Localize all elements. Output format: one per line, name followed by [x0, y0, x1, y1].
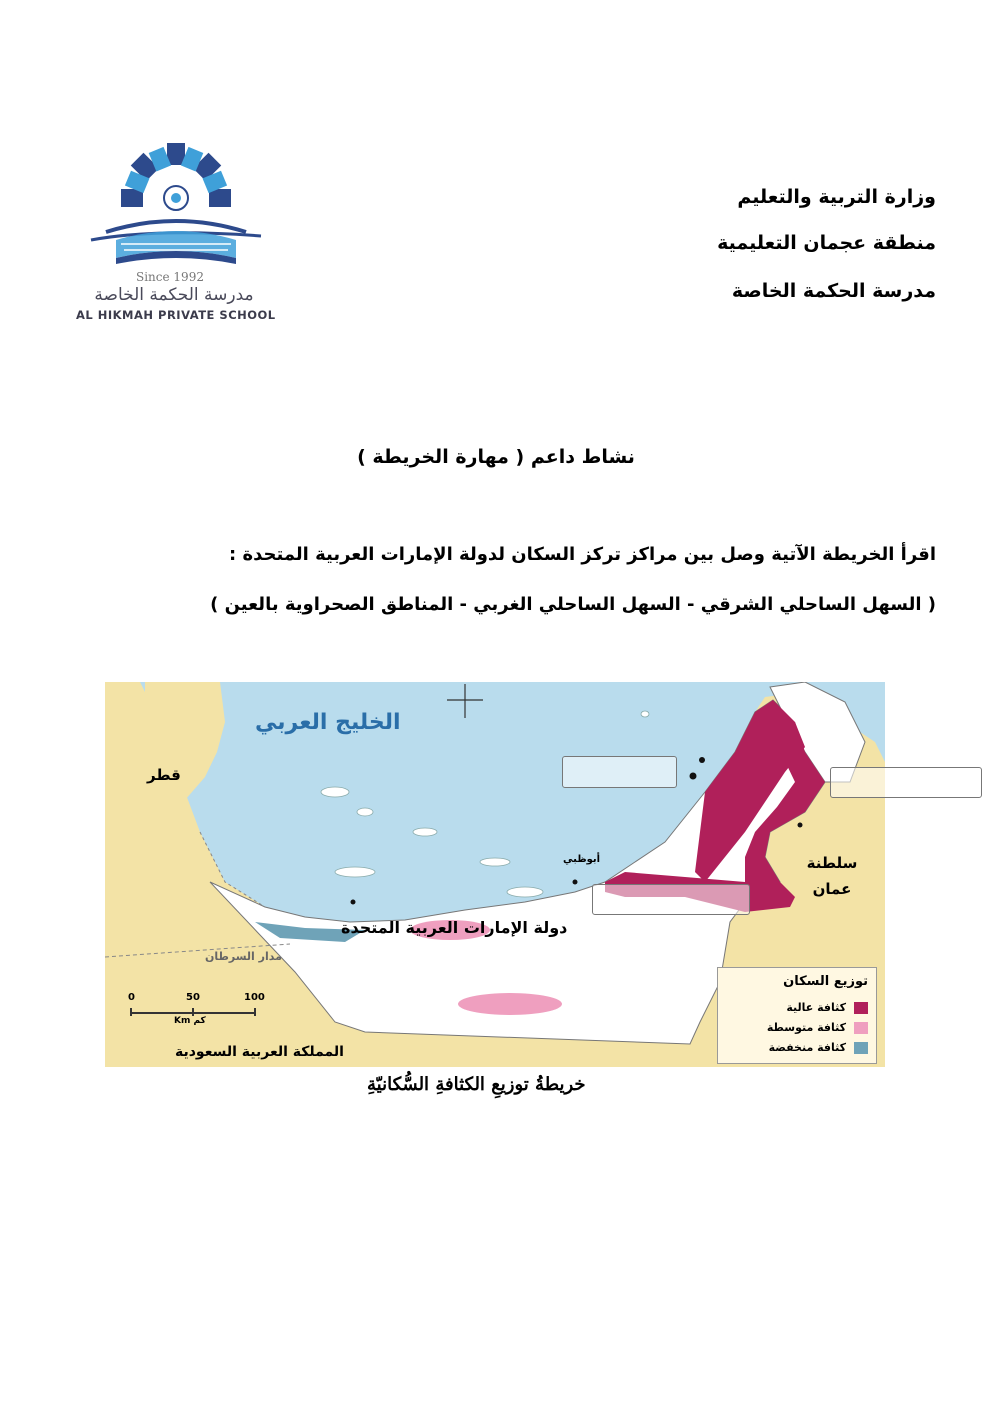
gulf-label: الخليج العربي — [255, 710, 401, 735]
uae-label: دولة الإمارات العربية المتحدة — [341, 918, 568, 937]
legend-label-high: كثافة عالية — [786, 1001, 846, 1014]
activity-title: نشاط داعم ( مهارة الخريطة ) — [357, 446, 635, 468]
answer-box-west-coast[interactable] — [562, 756, 677, 788]
answer-box-east-coast[interactable] — [830, 767, 982, 798]
instruction-line-2: ( السهل الساحلي الشرقي - السهل الساحلي الغربي - المناطق الصحراوية بالعين ) — [210, 594, 936, 615]
legend-swatch-medium — [854, 1022, 868, 1034]
medium-density-liwa — [458, 993, 562, 1015]
logo-english-name: AL HIKMAH PRIVATE SCHOOL — [76, 308, 276, 322]
population-density-map — [105, 682, 885, 1117]
oman-label: سلطنة عمان — [806, 854, 858, 898]
saudi-label: المملكة العربية السعودية — [175, 1044, 344, 1060]
abu-dhabi-label: أبوظبي — [563, 854, 601, 865]
legend-label-medium: كثافة متوسطة — [766, 1021, 846, 1034]
logo-since-text: Since 1992 — [136, 270, 204, 284]
school-name: مدرسة الحكمة الخاصة — [731, 280, 936, 302]
legend-label-low: كثافة منخفضة — [768, 1041, 846, 1054]
tropic-label: مدار السرطان — [205, 950, 282, 963]
logo-arabic-name: مدرسة الحكمة الخاصة — [94, 285, 254, 305]
map-legend — [717, 967, 877, 1064]
instruction-line-1: اقرأ الخريطة الآتية وصل بين مراكز تركز السكان لدولة الإمارات العربية المتحدة : — [229, 544, 936, 565]
qatar-label: قطر — [147, 766, 181, 784]
scale-tick-50: 50 — [186, 992, 200, 1003]
legend-title: توزيع السكان — [783, 974, 868, 989]
scale-unit: Km كم — [174, 1016, 206, 1026]
scale-tick-0: 0 — [128, 992, 135, 1003]
legend-swatch-high — [854, 1002, 868, 1014]
map-caption: خريطةُ توزيعِ الكثافةِ السُّكانيّةِ — [367, 1074, 586, 1095]
school-logo — [76, 140, 276, 325]
answer-box-al-ain[interactable] — [592, 884, 750, 915]
scale-tick-100: 100 — [244, 992, 265, 1003]
scale-bar — [128, 992, 265, 1028]
legend-swatch-low — [854, 1042, 868, 1054]
school-emblem-icon — [76, 140, 276, 275]
ministry-name: وزارة التربية والتعليم — [737, 186, 936, 208]
district-name: منطقة عجمان التعليمية — [717, 232, 936, 254]
